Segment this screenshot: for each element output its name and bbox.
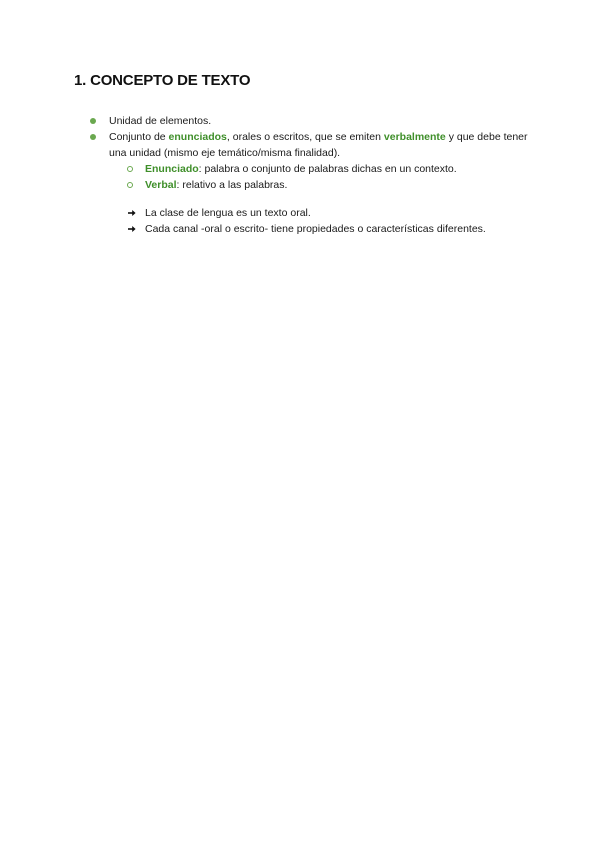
arrow-list <box>126 205 546 237</box>
term-verbal: Verbal <box>145 179 177 191</box>
sub-bullet-item <box>90 177 530 193</box>
arrow-text: Cada canal -oral o escrito- tiene propiedades o características diferentes. <box>145 223 486 235</box>
arrow-text: La clase de lengua es un texto oral. <box>145 207 311 219</box>
bullet-text-post: y que debe tener una unidad (mismo eje temático/misma finalidad). <box>109 131 528 159</box>
sub-bullet-text: : palabra o conjunto de palabras dichas en un contexto. <box>198 163 457 175</box>
right-arrow-icon <box>126 223 138 235</box>
sub-bullet-text: : relativo a las palabras. <box>176 179 288 191</box>
right-arrow-icon <box>126 207 138 219</box>
bullet-item <box>90 129 530 161</box>
bullet-text: Unidad de elementos. <box>109 115 212 127</box>
bullet-dot-icon <box>90 134 96 140</box>
term-enunciados: enunciados <box>168 131 227 143</box>
sub-bullet-ring-icon <box>127 166 133 172</box>
arrow-item <box>126 221 546 237</box>
term-verbalmente: verbalmente <box>383 131 446 143</box>
section-heading: 1. CONCEPTO DE TEXTO <box>74 72 251 89</box>
bullet-list <box>90 113 530 193</box>
sub-bullet-item <box>90 161 530 177</box>
bullet-text-mid: , orales o escritos, que se emiten <box>226 131 384 143</box>
sub-bullet-ring-icon <box>127 182 133 188</box>
bullet-dot-icon <box>90 118 96 124</box>
bullet-text-pre: Conjunto de <box>109 131 169 143</box>
arrow-item <box>126 205 546 221</box>
bullet-item <box>90 113 530 129</box>
term-enunciado: Enunciado <box>145 163 199 175</box>
